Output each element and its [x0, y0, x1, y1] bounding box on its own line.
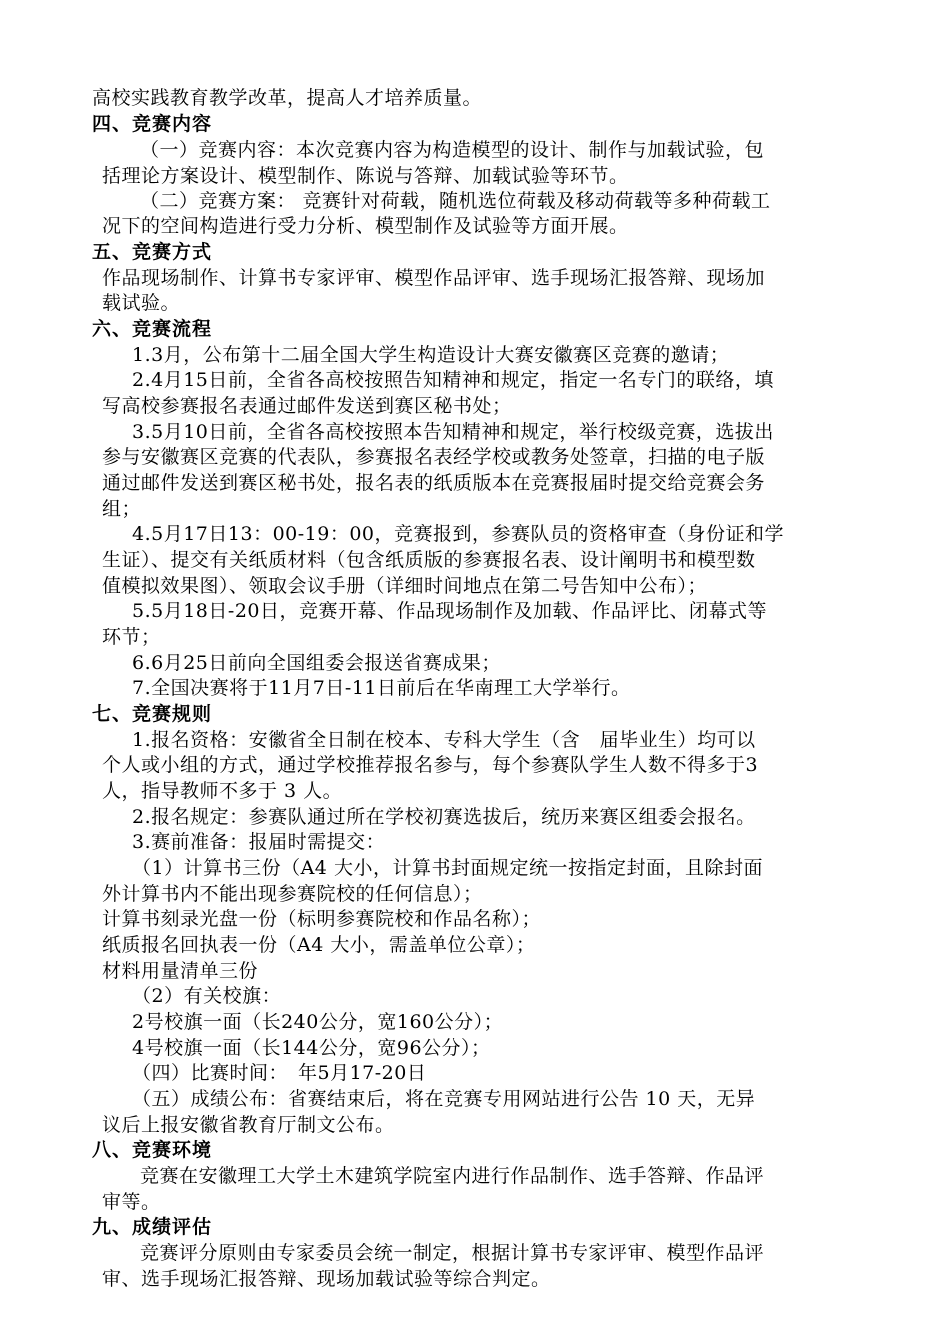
section-heading-8: 八、竞赛环境 [92, 1139, 213, 1161]
list-item: 6.6月25日前向全国组委会报送省赛成果； [132, 652, 501, 674]
list-item: 3.5月10日前，全省各高校按照本告知精神和规定，举行校级竞赛，选拔出 [132, 421, 774, 443]
list-item: 5.5月18日-20日，竞赛开幕、作品现场制作及加载、作品评比、闭幕式等 [132, 600, 767, 622]
list-item: （2）有关校旗： [132, 985, 282, 1007]
paragraph-line: 环节； [102, 626, 161, 648]
paragraph-line: 材料用量清单三份 [102, 960, 259, 982]
paragraph-line: 计算书刻录光盘一份（标明参赛院校和作品名称）； [102, 908, 542, 930]
paragraph-line: 纸质报名回执表一份（A4 大小，需盖单位公章）； [102, 934, 536, 956]
paragraph-line: 竞赛在安徽理工大学土木建筑学院室内进行作品制作、选手答辩、作品评 [140, 1165, 765, 1187]
paragraph-line: 写高校参赛报名表通过邮件发送到赛区秘书处； [102, 395, 512, 417]
paragraph-line: 人，指导教师不多于 3 人。 [102, 780, 343, 802]
paragraph-line: 审等。 [102, 1191, 161, 1213]
paragraph-line: 个人或小组的方式，通过学校推荐报名参与，每个参赛队学生人数不得多于3 [102, 754, 759, 776]
section-heading-5: 五、竞赛方式 [92, 241, 213, 263]
paragraph-line: （一）竞赛内容：本次竞赛内容为构造模型的设计、制作与加载试验，包 [140, 139, 765, 161]
paragraph-line: 2号校旗一面（长240公分，宽160公分）； [132, 1011, 504, 1033]
paragraph-line: 外计算书内不能出现参赛院校的任何信息）； [102, 883, 483, 905]
paragraph-line: 审、选手现场汇报答辩、现场加载试验等综合判定。 [102, 1268, 551, 1290]
section-heading-4: 四、竞赛内容 [92, 113, 213, 135]
paragraph-line: 参与安徽赛区竞赛的代表队，参赛报名表经学校或教务处签章，扫描的电子版 [102, 446, 766, 468]
list-item: （四）比赛时间： 年5月17-20日 [132, 1062, 427, 1084]
list-item: 1.报名资格：安徽省全日制在校本、专科大学生（含 届毕业生）均可以 [132, 729, 756, 751]
list-item: （五）成绩公布：省赛结束后，将在竞赛专用网站进行公告 10 天，无异 [132, 1088, 756, 1110]
paragraph-line: 议后上报安徽省教育厅制文公布。 [102, 1114, 395, 1136]
paragraph-line: （二）竞赛方案： 竞赛针对荷载，随机选位荷载及移动荷载等多种荷载工 [140, 190, 771, 212]
list-item: 2.报名规定：参赛队通过所在学校初赛选拔后，统历来赛区组委会报名。 [132, 806, 756, 828]
list-item: （1）计算书三份（A4 大小，计算书封面规定统一按指定封面，且除封面 [132, 857, 763, 879]
paragraph-line: 生证）、提交有关纸质材料（包含纸质版的参赛报名表、设计阐明书和模型数 [102, 549, 756, 571]
paragraph-line: 值模拟效果图）、领取会议手册（详细时间地点在第二号告知中公布）； [102, 575, 708, 597]
list-item: 4.5月17日13：00-19：00，竞赛报到，参赛队员的资格审查（身份证和学 [132, 523, 785, 545]
paragraph-line: 高校实践教育教学改革，提高人才培养质量。 [92, 87, 483, 109]
paragraph-line: 竞赛评分原则由专家委员会统一制定，根据计算书专家评审、模型作品评 [140, 1242, 765, 1264]
section-heading-9: 九、成绩评估 [92, 1216, 213, 1238]
paragraph-line: 载试验。 [102, 292, 181, 314]
list-item: 3.赛前准备：报届时需提交： [132, 831, 386, 853]
paragraph-line: 作品现场制作、计算书专家评审、模型作品评审、选手现场汇报答辩、现场加 [102, 267, 766, 289]
list-item: 2.4月15日前，全省各高校按照告知精神和规定，指定一名专门的联络，填 [132, 369, 774, 391]
list-item: 1.3月，公布第十二届全国大学生构造设计大赛安徽赛区竞赛的邀请； [132, 344, 730, 366]
paragraph-line: 组； [102, 498, 142, 520]
paragraph-line: 括理论方案设计、模型制作、陈说与答辩、加载试验等环节。 [102, 165, 629, 187]
paragraph-line: 通过邮件发送到赛区秘书处，报名表的纸质版本在竞赛报届时提交给竞赛会务 [102, 472, 766, 494]
section-heading-7: 七、竞赛规则 [92, 703, 213, 725]
paragraph-line: 况下的空间构造进行受力分析、模型制作及试验等方面开展。 [102, 215, 629, 237]
paragraph-line: 4号校旗一面（长144公分，宽96公分）； [132, 1037, 491, 1059]
list-item: 7.全国决赛将于11月7日-11日前后在华南理工大学举行。 [132, 677, 631, 699]
section-heading-6: 六、竞赛流程 [92, 318, 213, 340]
